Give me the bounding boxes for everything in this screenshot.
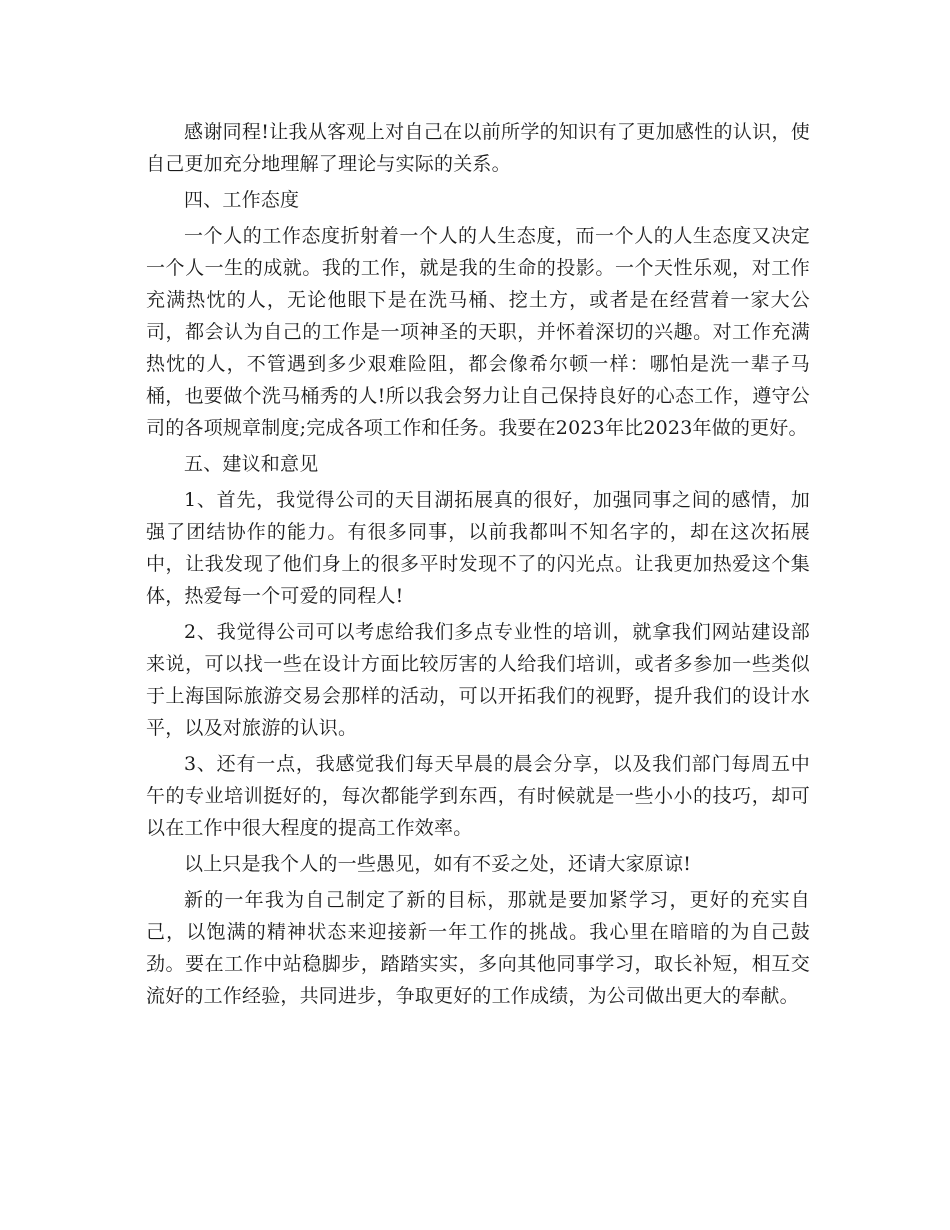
paragraph-work-attitude: 一个人的工作态度折射着一个人的人生态度，而一个人的人生态度又决定一个人一生的成就。我的工作，就是我的生命的投影。一个天性乐观，对工作充满热忱的人，无论他眼下是在洗马桶、挖土方，或者是在经营着一家大公司，都会认为自己的工作是一项神圣的天职，并怀着深切的兴趣。对工作充满热忱的人，不管遇到多少艰难险阻，都会像希尔顿一样：哪怕是洗一辈子马桶，也要做个洗马桶秀的人!所以我会努力让自己保持良好的心态工作，遵守公司的各项规章制度;完成各项工作和任务。我要在2023年比2023年做的更好。 xyxy=(146,225,810,439)
paragraph-suggestion-1: 1、首先，我觉得公司的天目湖拓展真的很好，加强同事之间的感情，加强了团结协作的能力。有很多同事，以前我都叫不知名字的，却在这次拓展中，让我发现了他们身上的很多平时发现不了的闪光点。让我更加热爱这个集体，热爱每一个可爱的同程人! xyxy=(146,489,810,607)
paragraph-new-year-goals: 新的一年我为自己制定了新的目标，那就是要加紧学习，更好的充实自己，以饱满的精神状态来迎接新一年工作的挑战。我心里在暗暗的为自己鼓劲。要在工作中站稳脚步，踏踏实实，多向其他同事学习，取长补短，相互交流好的工作经验，共同进步，争取更好的工作成绩，为公司做出更大的奉献。 xyxy=(146,889,810,1007)
paragraph-apology: 以上只是我个人的一些愚见，如有不妥之处，还请大家原谅! xyxy=(184,853,692,875)
document-page xyxy=(146,116,810,1012)
heading-work-attitude: 四、工作态度 xyxy=(184,189,300,211)
paragraph-thanks: 感谢同程!让我从客观上对自己在以前所学的知识有了更加感性的认识，使自己更加充分地理解了理论与实际的关系。 xyxy=(146,121,810,175)
paragraph-suggestion-2: 2、我觉得公司可以考虑给我们多点专业性的培训，就拿我们网站建设部来说，可以找一些在设计方面比较厉害的人给我们培训，或者多参加一些类似于上海国际旅游交易会那样的活动，可以开拓我们的视野，提升我们的设计水平，以及对旅游的认识。 xyxy=(146,621,810,739)
paragraph-suggestion-3: 3、还有一点，我感觉我们每天早晨的晨会分享，以及我们部门每周五中午的专业培训挺好的，每次都能学到东西，有时候就是一些小小的技巧，却可以在工作中很大程度的提高工作效率。 xyxy=(146,753,810,839)
heading-suggestions: 五、建议和意见 xyxy=(184,453,319,475)
